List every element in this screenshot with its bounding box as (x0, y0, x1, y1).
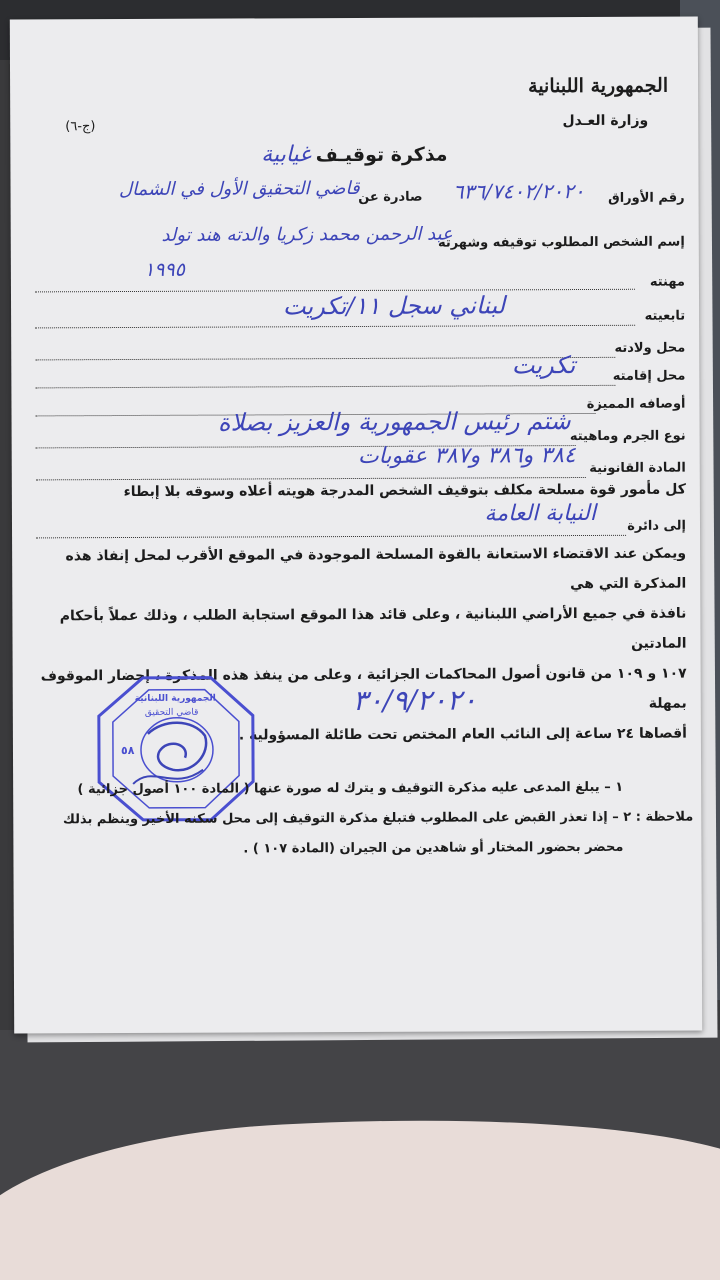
stamp-text-middle: قاضي التحقيق (144, 707, 199, 718)
field-value: تكريت (511, 351, 576, 380)
field-label: أوصافه المميزة (586, 396, 686, 412)
field-label: مهنته (649, 274, 685, 290)
order-destination (26, 500, 687, 544)
field-name (25, 223, 685, 260)
arrest-warrant-document (10, 17, 702, 1034)
field-value-2: قاضي التحقيق الأول في الشمال (118, 177, 360, 201)
ministry-heading: وزارة العـدل (562, 112, 649, 130)
field-label: محل إقامته (612, 368, 686, 384)
note-item: ١ – يبلغ المدعى عليه مذكرة التوقيف و يترك له صورة عنها ( المادة ١٠٠ أصول جزائية ) (77, 779, 624, 798)
republic-heading: الجمهورية اللبنانية (528, 74, 669, 98)
field-label: المادة القانونية (589, 460, 686, 476)
field-value: لبناني سجل ١١/تكريت (282, 291, 506, 321)
title-handwritten: غيابية (261, 142, 311, 168)
notes-label: ملاحظة : (635, 809, 694, 825)
stamp-text-top: الجمهورية اللبنانية (134, 693, 216, 704)
field-case-number (24, 179, 684, 216)
document-title (10, 141, 698, 169)
destination-label: إلى دائرة (627, 518, 687, 534)
paragraph-line: ويمكن عند الاقتضاء الاستعانة بالقوة المسلحة الموجودة في الموقع الأقرب لمحل إنفاذ هذه المذكرة التي هي (65, 545, 687, 593)
stamp-number: ٥٨ (120, 743, 135, 758)
field-profession (25, 257, 685, 294)
paragraph-line: نافذة في جميع الأراضي اللبنانية ، وعلى قائد هذا الموقع استجابة الطلب ، وذلك عملاً بأحكام المادتين (59, 605, 687, 652)
order-text: كل مأمور قوة مسلحة مكلف بتوقيف الشخص المدرجة هويته أعلاه وسوقه بلا إبطاء (123, 481, 686, 501)
field-value: شتم رئيس الجمهورية والعزيز بصلاة (217, 407, 571, 437)
field-value: ١٩٩٥ (144, 258, 185, 281)
field-value: ٣٨٤ و٣٨٦ و٣٨٧ عقوبات (357, 443, 576, 469)
note-row (23, 803, 693, 836)
form-code: (ج-٦) (65, 119, 96, 135)
notes-section (23, 773, 693, 866)
note-item: محضر بحضور المختار أو شاهدين من الجيران (المادة ١٠٧ ) . (243, 839, 624, 857)
field-label: محل ولادته (614, 340, 686, 356)
field-label: رقم الأوراق (608, 190, 685, 206)
dotted-line (36, 535, 626, 539)
field-value: ٦٣٦/٧٤٠٢/٢٠٢٠ (452, 178, 585, 204)
field-nationality (25, 291, 686, 332)
destination-value: النيابة العامة (484, 500, 597, 527)
field-value: عبد الرحمن محمد زكريا والدته هند تولد (161, 223, 453, 246)
field-crime (26, 407, 686, 450)
field-label: تابعيته (644, 308, 686, 324)
field-middle-label: صادرة عن (358, 189, 423, 205)
dotted-line (35, 325, 635, 329)
field-label: نوع الجرم وماهيته (569, 428, 686, 445)
title-printed: مذكرة توقيـف (315, 143, 448, 167)
handwritten-date: ٣٠/٩/٢٠٢٠ (352, 683, 477, 718)
field-label: إسم الشخص المطلوب توقيفه وشهرته (437, 234, 685, 251)
paragraph-line: أقصاها ٢٤ ساعة إلى النائب العام المختص تحت طائلة المسؤولية . (238, 725, 687, 744)
note-item: ٢ – إذا تعذر القبض على المطلوب فتبلغ مذكرة التوقيف إلى محل سكنه الأخير وينظم بذلك (62, 809, 632, 828)
paragraph-line: ١٠٧ و ١٠٩ من قانون أصول المحاكمات الجزائية ، وعلى من ينفذ هذه المذكرة ، إحضار الموقوف بمهلة (40, 665, 687, 712)
